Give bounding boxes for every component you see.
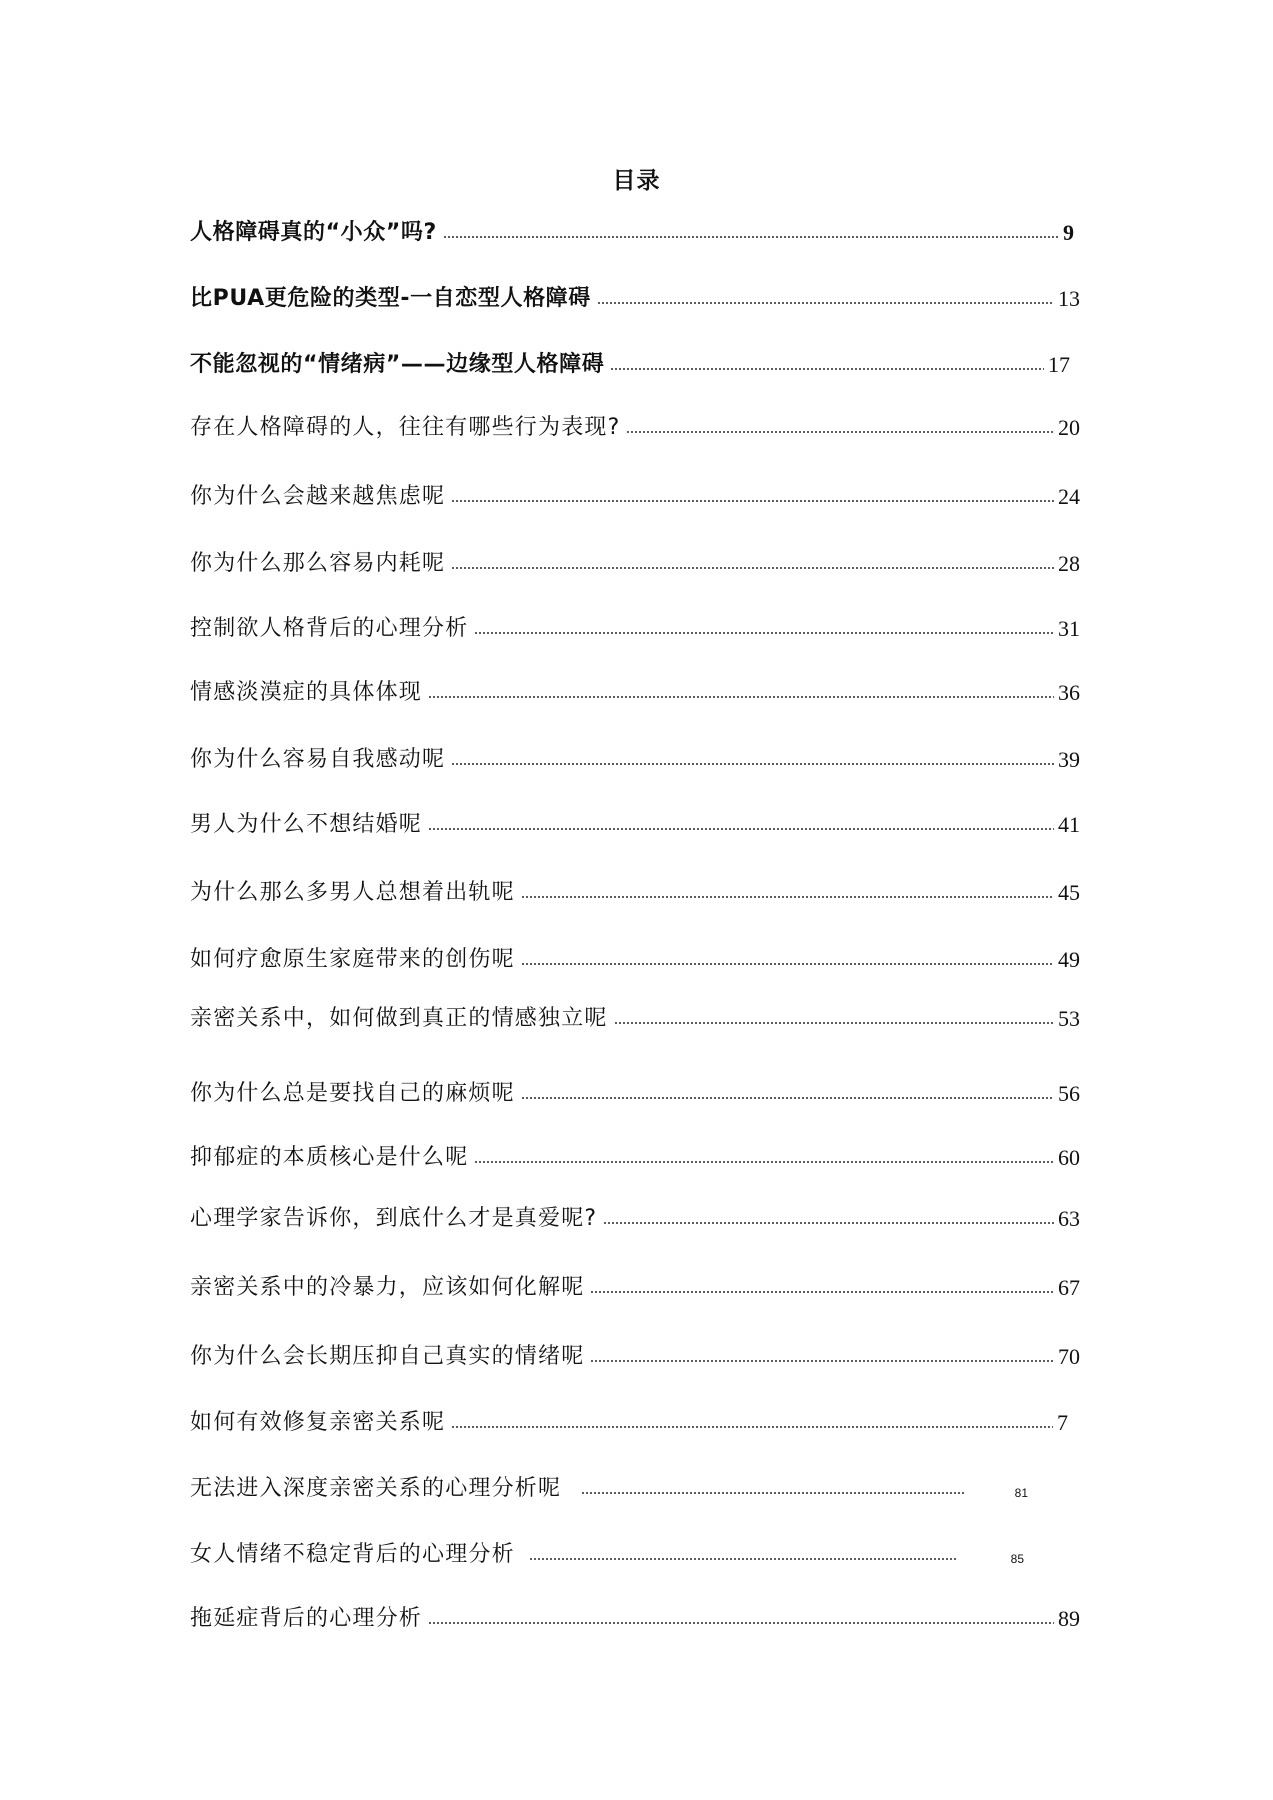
dot-leader: [590, 1288, 1054, 1296]
toc-entry-page: 39: [1058, 747, 1080, 772]
toc-entry-title: 控制欲人格背后的心理分析: [190, 616, 469, 641]
toc-entry: [190, 1536, 1036, 1570]
toc-entry-title: 如何疗愈原生家庭带来的创伤呢: [190, 947, 515, 972]
dot-leader: [521, 1094, 1054, 1102]
toc-entry-page: 20: [1058, 415, 1080, 440]
dot-leader: [614, 1019, 1054, 1027]
toc-entry-page: 28: [1058, 551, 1080, 576]
dot-leader: [521, 960, 1054, 968]
toc-entry: [190, 409, 1080, 443]
toc-entry-page: 60: [1058, 1145, 1080, 1170]
toc-entry-title: 情感淡漠症的具体体现: [190, 680, 423, 705]
toc-entry-title: 男人为什么不想结婚呢: [190, 812, 423, 837]
toc-entry-title: 女人情绪不稳定背后的心理分析: [190, 1542, 515, 1567]
dot-leader: [451, 1423, 1053, 1431]
toc-entry: [190, 806, 1080, 840]
toc-entry-page: 17: [1048, 352, 1070, 377]
toc-entry: [190, 674, 1080, 708]
toc-entry-page: 31: [1058, 616, 1080, 641]
toc-entry-page: 63: [1058, 1206, 1080, 1231]
toc-entry-page: 53: [1058, 1006, 1080, 1031]
toc-entry-title: 抑郁症的本质核心是什么呢: [190, 1145, 469, 1170]
toc-entry-title: 亲密关系中的冷暴力，应该如何化解呢: [190, 1275, 585, 1300]
dot-leader: [451, 497, 1054, 505]
toc-entry-title: 存在人格障碍的人，往往有哪些行为表现?: [190, 415, 621, 440]
dot-leader: [451, 760, 1054, 768]
toc-entry-title: 你为什么会长期压抑自己真实的情绪呢: [190, 1344, 585, 1369]
toc-entry-title: 比PUA更危险的类型-一自恋型人格障碍: [190, 286, 591, 311]
toc-entry-page: 7: [1057, 1410, 1068, 1435]
toc-entry-title: 无法进入深度亲密关系的心理分析呢: [190, 1476, 562, 1501]
toc-entry-page: 81: [1014, 1486, 1028, 1500]
toc-entry: [190, 1000, 1080, 1034]
toc-entry-title: 为什么那么多男人总想着出轨呢: [190, 880, 515, 905]
toc-entry: [190, 1075, 1080, 1109]
toc-entry: [190, 545, 1080, 579]
page-title: 目录: [612, 168, 661, 194]
dot-leader: [626, 428, 1054, 436]
toc-entry-title: 你为什么容易自我感动呢: [190, 747, 446, 772]
toc-entry: [190, 280, 1080, 314]
dot-leader: [428, 693, 1054, 701]
toc-entry-page: 67: [1058, 1275, 1080, 1300]
dot-leader: [590, 1357, 1054, 1365]
dot-leader: [581, 1489, 964, 1497]
toc-entry: [190, 874, 1080, 908]
toc-entry-page: 70: [1058, 1344, 1080, 1369]
toc-entry: [190, 1600, 1080, 1634]
toc-entry: [190, 610, 1080, 644]
toc-entry-page: 9: [1063, 220, 1074, 245]
toc-entry-page: 85: [1010, 1552, 1024, 1566]
toc-entry-title: 亲密关系中，如何做到真正的情感独立呢: [190, 1006, 608, 1031]
toc-entry-page: 89: [1058, 1606, 1080, 1631]
dot-leader: [451, 564, 1054, 572]
dot-leader: [428, 1619, 1054, 1627]
toc-entry: [190, 346, 1080, 380]
toc-entry: [190, 1404, 1080, 1438]
toc-entry-page: 56: [1058, 1081, 1080, 1106]
toc-entry: [190, 478, 1080, 512]
toc-entry: [190, 941, 1080, 975]
dot-leader: [529, 1555, 956, 1563]
toc-entry-title: 你为什么那么容易内耗呢: [190, 551, 446, 576]
toc-entry-title: 人格障碍真的“小众”吗?: [190, 220, 437, 245]
toc-entry: [190, 1470, 1040, 1504]
dot-leader: [443, 233, 1059, 241]
toc-entry-title: 你为什么总是要找自己的麻烦呢: [190, 1081, 515, 1106]
toc-entry-page: 41: [1058, 812, 1080, 837]
toc-entry-title: 心理学家告诉你，到底什么才是真爱呢?: [190, 1206, 598, 1231]
toc-entry-title: 如何有效修复亲密关系呢: [190, 1410, 446, 1435]
dot-leader: [428, 825, 1054, 833]
dot-leader: [610, 365, 1044, 373]
toc-entry: [190, 1338, 1080, 1372]
toc-entry-title: 不能忽视的“情绪病”——边缘型人格障碍: [190, 352, 605, 377]
toc-entry-page: 24: [1058, 484, 1080, 509]
toc-entry: [190, 214, 1080, 248]
toc-entry-page: 49: [1058, 947, 1080, 972]
toc-entry: [190, 741, 1080, 775]
dot-leader: [474, 1158, 1054, 1166]
toc-entry-page: 36: [1058, 680, 1080, 705]
toc-entry-title: 拖延症背后的心理分析: [190, 1606, 423, 1631]
toc-entry: [190, 1269, 1080, 1303]
dot-leader: [474, 629, 1054, 637]
dot-leader: [603, 1219, 1054, 1227]
toc-entry-page: 13: [1058, 286, 1080, 311]
toc-entry-title: 你为什么会越来越焦虑呢: [190, 484, 446, 509]
toc-entry-page: 45: [1058, 880, 1080, 905]
dot-leader: [521, 893, 1054, 901]
toc-entry: [190, 1139, 1080, 1173]
dot-leader: [597, 299, 1054, 307]
toc-entry: [190, 1200, 1080, 1234]
